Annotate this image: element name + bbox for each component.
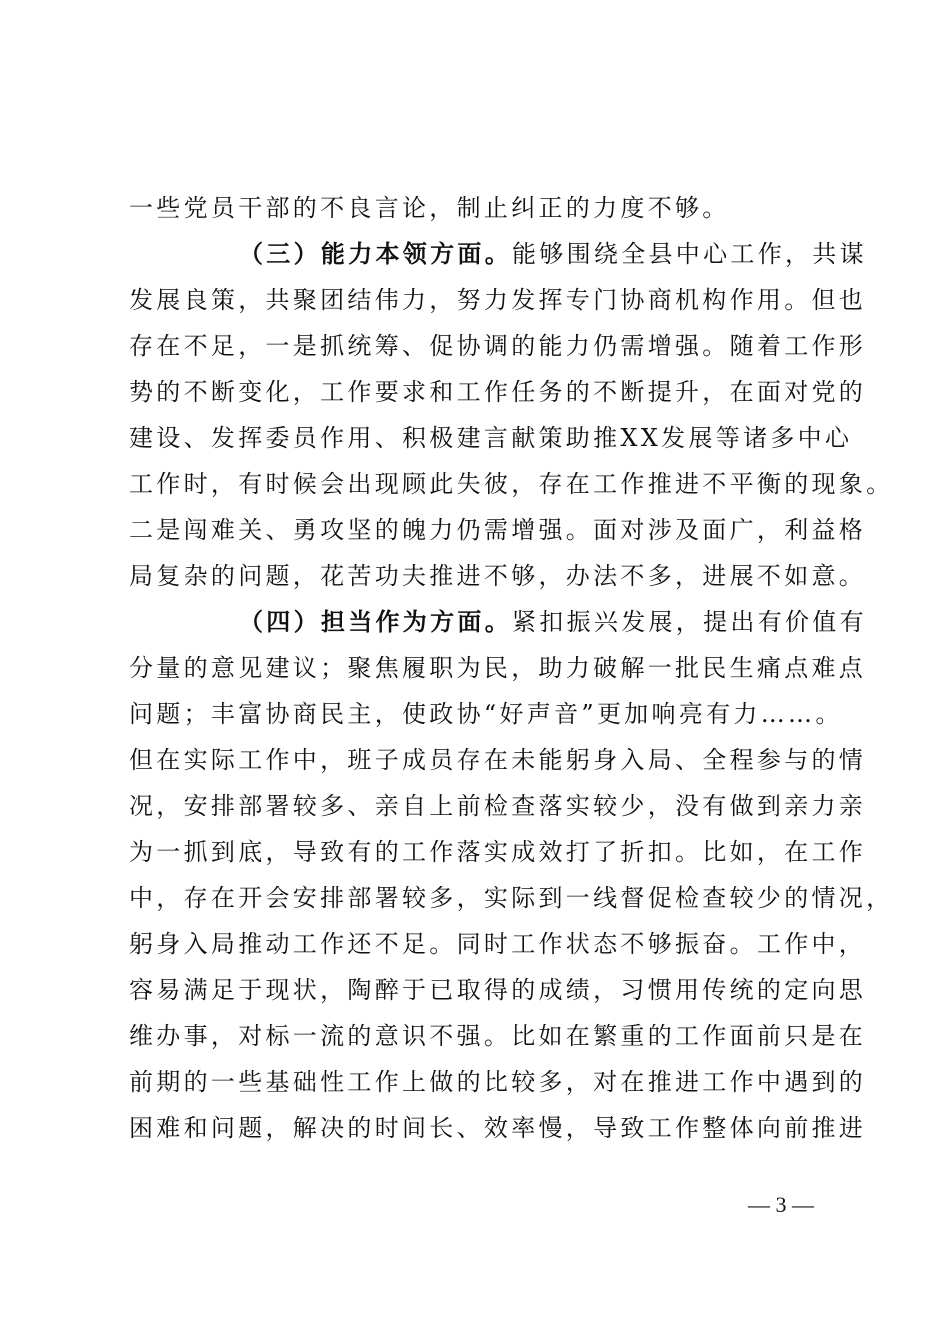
paragraph-line: 二是闯难关、勇攻坚的魄力仍需增强。面对涉及面广，利益格: [129, 516, 867, 544]
paragraph-line: 为一抓到底，导致有的工作落实成效打了折扣。比如，在工作: [129, 838, 867, 866]
paragraph-line: 况，安排部署较多、亲自上前检查落实较少，没有做到亲力亲: [129, 792, 867, 820]
paragraph-text: 能够围绕全县中心工作，共谋: [512, 240, 867, 268]
paragraph-line: 分量的意见建议；聚焦履职为民，助力破解一批民生痛点难点: [129, 654, 867, 682]
paragraph-line: 容易满足于现状，陶醉于已取得的成绩，习惯用传统的定向思: [129, 976, 867, 1004]
paragraph-line: 但在实际工作中，班子成员存在未能躬身入局、全程参与的情: [129, 746, 867, 774]
section-3-heading: （三）能力本领方面。: [239, 239, 512, 268]
paragraph-line: 工作时，有时候会出现顾此失彼，存在工作推进不平衡的现象。: [129, 470, 894, 498]
paragraph-line: 躬身入局推动工作还不足。同时工作状态不够振奋。工作中，: [129, 930, 867, 958]
paragraph-text: 紧扣振兴发展，提出有价值有: [512, 608, 867, 636]
paragraph-line: 建设、发挥委员作用、积极建言献策助推XX发展等诸多中心: [129, 424, 853, 452]
paragraph-line: 势的不断变化，工作要求和工作任务的不断提升，在面对党的: [129, 378, 867, 406]
section-3-first-line: [239, 239, 867, 269]
paragraph-line: 存在不足，一是抓统筹、促协调的能力仍需增强。随着工作形: [129, 332, 867, 360]
paragraph-line: 一些党员干部的不良言论，制止纠正的力度不够。: [129, 194, 730, 222]
paragraph-line: 困难和问题，解决的时间长、效率慢，导致工作整体向前推进: [129, 1114, 867, 1142]
paragraph-line: 发展良策，共聚团结伟力，努力发挥专门协商机构作用。但也: [129, 286, 867, 314]
paragraph-line: 维办事，对标一流的意识不强。比如在繁重的工作面前只是在: [129, 1022, 867, 1050]
page-number: — 3 —: [748, 1192, 814, 1217]
paragraph-line: 局复杂的问题，花苦功夫推进不够，办法不多，进展不如意。: [129, 562, 867, 590]
paragraph-line: 前期的一些基础性工作上做的比较多，对在推进工作中遇到的: [129, 1068, 867, 1096]
section-4-heading: （四）担当作为方面。: [239, 607, 512, 636]
section-4-first-line: [239, 607, 867, 637]
paragraph-line: 中，存在开会安排部署较多，实际到一线督促检查较少的情况，: [129, 884, 894, 912]
paragraph-line: 问题；丰富协商民主，使政协“好声音”更加响亮有力……。: [129, 700, 843, 728]
